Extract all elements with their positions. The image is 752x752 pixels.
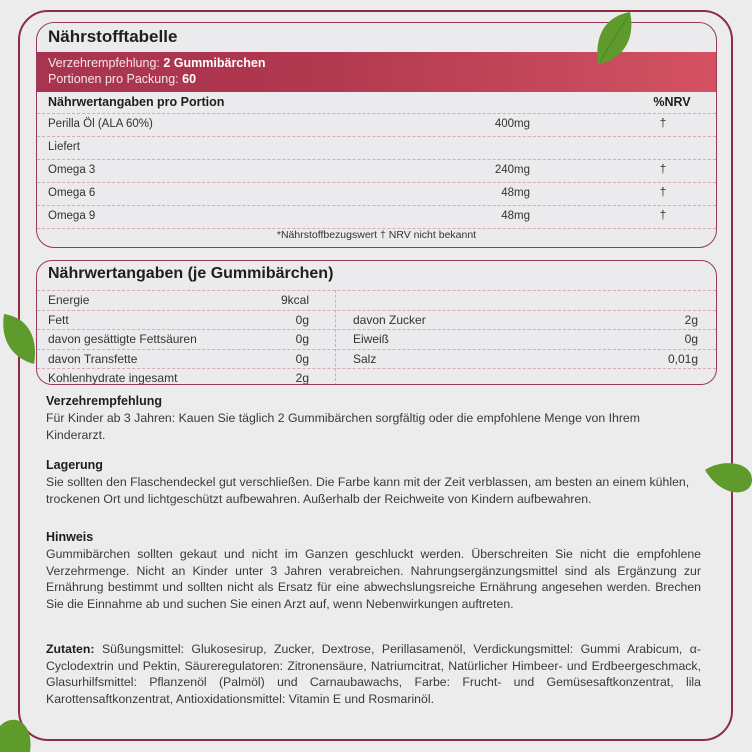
storage-section	[46, 457, 701, 507]
table-row	[37, 183, 716, 206]
right-label: Salz	[353, 351, 377, 366]
nrv-footnote: *Nährstoffbezugswert † NRV nicht bekannt	[276, 229, 477, 241]
notice-text: Gummibärchen sollten gekaut und nicht im Ganzen geschluckt werden. Überschreiten Sie nicht die empfohlene Verzehrmenge. Nicht an Kinder unter 3 Jahren verabreichen. Nahrungsergänzungsmittel sind als Ergänzung zur Ernährung bestimmt und sollten nicht als Ersatz für eine abwechslungsreiche Ernährung angesehen werden. Brechen Sie die Einnahme ab und suchen Sie einen Arzt auf, wenn Nebenwirkungen auftreten.	[46, 547, 701, 611]
row-value: 48mg	[501, 210, 530, 222]
nutrient-table-title: Nährstofftabelle	[48, 27, 178, 46]
usage-section	[46, 393, 701, 443]
table-row	[37, 137, 716, 160]
table-header-row	[37, 93, 716, 114]
leaf-icon	[588, 10, 638, 70]
left-label: Fett	[48, 312, 69, 327]
leaf-icon	[0, 712, 34, 752]
per-gummy-box	[36, 260, 717, 385]
ingredients-text: Süßungsmittel: Glukosesirup, Zucker, Dextrose, Perillasamenöl, Verdickungsmittel: Gummi Arabicum, α-Cyclodextrin und Pektin, Säureregulatoren: Zitronensäure, Natriumcitrat, Natürlicher Himbeer- und Erdbeergeschmack, Glasurhilfsmittel: Pflanzenöl (Palmöl) und Carnaubawachs, Farbe: Frucht- und Gemüsesaftkonzentrat, lila Karottensaftkonzentrat, Antioxidationsmittel: Vitamin E und Rosmarinöl.	[46, 642, 701, 706]
right-value: 0,01g	[667, 351, 698, 366]
right-value: 2g	[684, 312, 698, 327]
notice-heading: Hinweis	[46, 530, 94, 544]
row-value: 48mg	[501, 187, 530, 199]
serving-value: 2 Gummibärchen	[163, 56, 266, 70]
nutrient-table	[37, 93, 716, 229]
notice-section	[46, 529, 701, 612]
leaf-icon	[703, 460, 752, 500]
row-value: 400mg	[494, 118, 530, 130]
left-value: 2g	[295, 371, 309, 385]
ingredients-section	[46, 641, 701, 707]
left-label: Kohlenhydrate ingesamt	[48, 371, 178, 385]
row-label: Omega 3	[48, 164, 96, 176]
left-label: Energie	[48, 293, 90, 307]
serving-label: Verzehrempfehlung:	[48, 56, 160, 70]
row-nrv: †	[659, 164, 667, 176]
right-label: davon Zucker	[353, 312, 426, 327]
row-nrv: †	[659, 187, 667, 199]
left-label: davon Transfette	[48, 351, 138, 366]
row-label: Perilla Öl (ALA 60%)	[48, 118, 153, 130]
storage-heading: Lagerung	[46, 458, 103, 472]
ingredients-paragraph	[46, 641, 701, 707]
right-label: Eiweiß	[353, 332, 390, 346]
table-row	[37, 206, 716, 229]
left-label: davon gesättigte Fettsäuren	[48, 332, 197, 346]
header-nrv: %NRV	[653, 95, 691, 109]
row-value: 240mg	[494, 164, 530, 176]
column-divider-wrap	[37, 261, 716, 384]
row-nrv: †	[659, 118, 667, 130]
left-value: 9kcal	[280, 293, 309, 307]
row-label: Liefert	[48, 141, 80, 153]
usage-text: Für Kinder ab 3 Jahren: Kauen Sie täglich 2 Gummibärchen sorgfältig oder die empfohlene Menge von Ihrem Kinderarzt.	[46, 411, 641, 442]
row-label: Omega 9	[48, 210, 96, 222]
left-value: 0g	[295, 312, 309, 327]
left-value: 0g	[295, 351, 309, 366]
storage-text: Sie sollten den Flaschendeckel gut verschließen. Die Farbe kann mit der Zeit verblassen, am besten an einem kühlen, trockenen Ort und lichtgeschützt aufbewahren. Außerhalb der Reichweite von Kindern aufbewahren.	[46, 475, 690, 506]
table-row	[37, 160, 716, 183]
usage-heading: Verzehrempfehlung	[46, 394, 162, 408]
column-divider	[335, 290, 336, 385]
portions-value: 60	[182, 72, 197, 86]
per-gummy-title: Nährwertangaben (je Gummibärchen)	[48, 265, 334, 282]
portions-label: Portionen pro Packung:	[48, 72, 179, 86]
leaf-icon	[0, 310, 38, 366]
right-value: 0g	[684, 332, 698, 346]
row-nrv: †	[659, 210, 667, 222]
ingredients-heading: Zutaten:	[46, 642, 95, 656]
row-label: Omega 6	[48, 187, 96, 199]
table-row	[37, 114, 716, 137]
portions-line	[48, 71, 716, 87]
left-value: 0g	[295, 332, 309, 346]
header-label: Nährwertangaben pro Portion	[48, 95, 225, 109]
